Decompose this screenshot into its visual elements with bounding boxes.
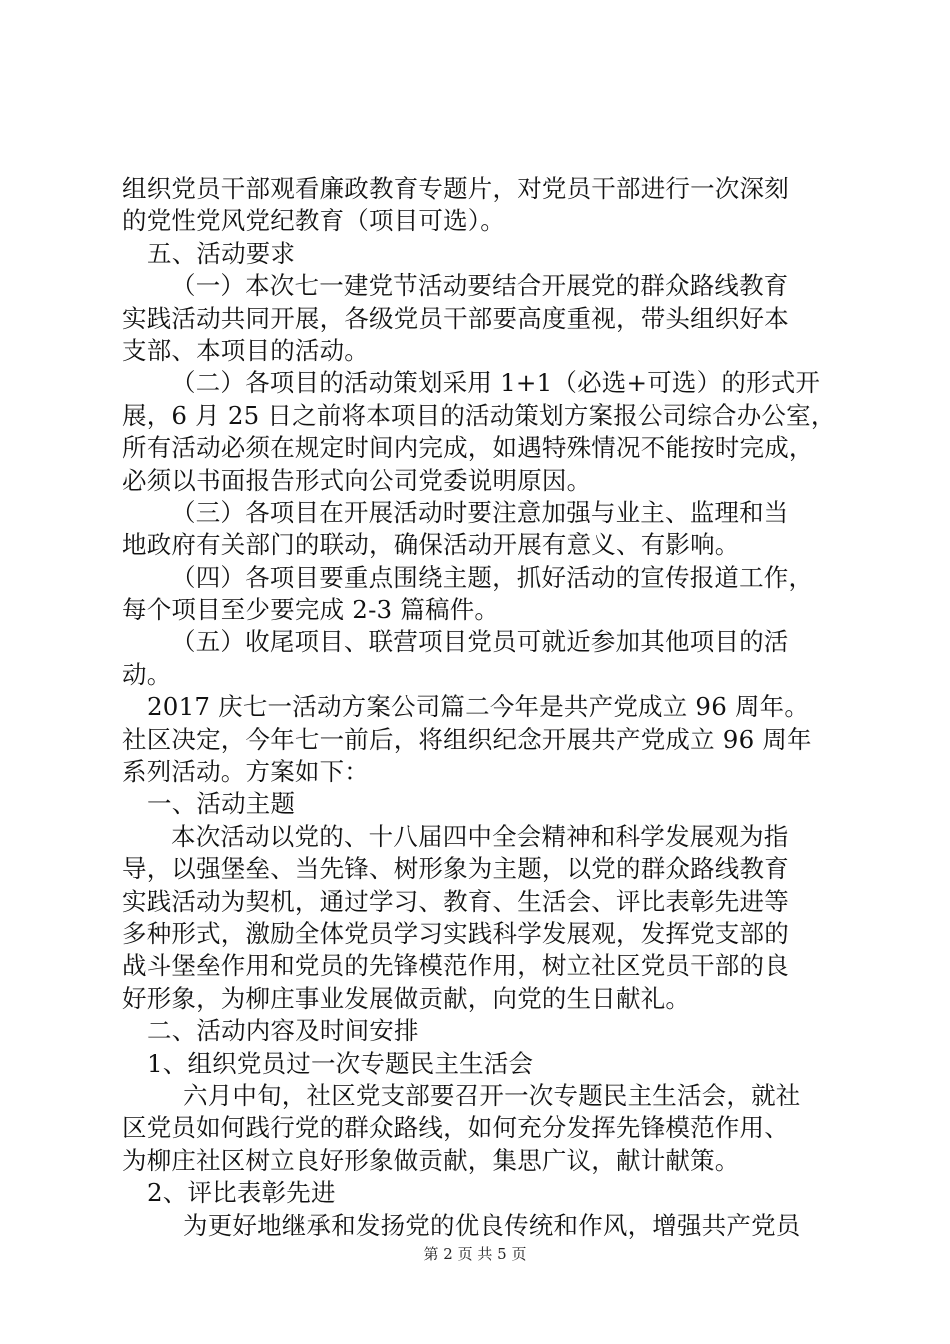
text-line: 支部、本项目的活动。: [122, 335, 369, 365]
text-line: 实践活动为契机，通过学习、教育、生活会、评比表彰先进等: [122, 886, 789, 916]
subsection-heading: 1、组织党员过一次专题民主生活会: [147, 1048, 534, 1078]
text-line: 2017 庆七一活动方案公司篇二今年是共产党成立 96 周年。: [147, 692, 810, 722]
text-line: 展，6 月 25 日之前将本项目的活动策划方案报公司综合办公室，: [122, 400, 836, 430]
text-line: 实践活动共同开展，各级党员干部要高度重视，带头组织好本: [122, 303, 789, 333]
text-line: 多种形式，激励全体党员学习实践科学发展观，发挥党支部的: [122, 918, 789, 948]
text-line: （五）收尾项目、联营项目党员可就近参加其他项目的活: [171, 627, 789, 657]
text-line: （四）各项目要重点围绕主题，抓好活动的宣传报道工作，: [171, 562, 814, 592]
text-line: 社区决定，今年七一前后，将组织纪念开展共产党成立 96 周年: [122, 724, 812, 754]
section-heading: 二、活动内容及时间安排: [147, 1016, 419, 1046]
page-number-footer: 第 2 页 共 5 页: [423, 1245, 527, 1263]
text-line: 导，以强堡垒、当先锋、树形象为主题，以党的群众路线教育: [122, 854, 789, 884]
text-line: 组织党员干部观看廉政教育专题片，对党员干部进行一次深刻: [122, 174, 789, 203]
text-line: 战斗堡垒作用和党员的先锋模范作用，树立社区党员干部的良: [122, 951, 789, 981]
text-line: 六月中旬，社区党支部要召开一次专题民主生活会，就社: [183, 1080, 801, 1110]
document-body: [122, 173, 834, 1242]
section-heading: 五、活动要求: [147, 238, 296, 268]
text-line: （三）各项目在开展活动时要注意加强与业主、监理和当: [171, 497, 789, 527]
text-line: （二）各项目的活动策划采用 1+1（必选+可选）的形式开: [171, 368, 821, 398]
text-line: 为更好地继承和发扬党的优良传统和作风，增强共产党员: [183, 1210, 801, 1240]
section-heading: 一、活动主题: [147, 789, 296, 819]
text-line: 系列活动。方案如下：: [122, 757, 369, 787]
text-line: （一）本次七一建党节活动要结合开展党的群众路线教育: [171, 271, 789, 301]
text-line: 必须以书面报告形式向公司党委说明原因。: [122, 465, 592, 495]
text-line: 的党性党风党纪教育（项目可选）。: [122, 206, 505, 236]
text-line: 好形象，为柳庄事业发展做贡献，向党的生日献礼。: [122, 983, 691, 1013]
text-line: 为柳庄社区树立良好形象做贡献，集思广议，献计献策。: [122, 1145, 740, 1175]
text-line: 本次活动以党的、十八届四中全会精神和科学发展观为指: [171, 821, 789, 851]
subsection-heading: 2、评比表彰先进: [147, 1178, 336, 1208]
text-line: 地政府有关部门的联动，确保活动开展有意义、有影响。: [122, 530, 740, 560]
text-line: 每个项目至少要完成 2-3 篇稿件。: [122, 595, 500, 625]
text-line: 区党员如何践行党的群众路线，如何充分发挥先锋模范作用、: [122, 1113, 789, 1143]
text-line: 动。: [122, 659, 172, 689]
text-line: 所有活动必须在规定时间内完成，如遇特殊情况不能按时完成，: [122, 433, 814, 463]
